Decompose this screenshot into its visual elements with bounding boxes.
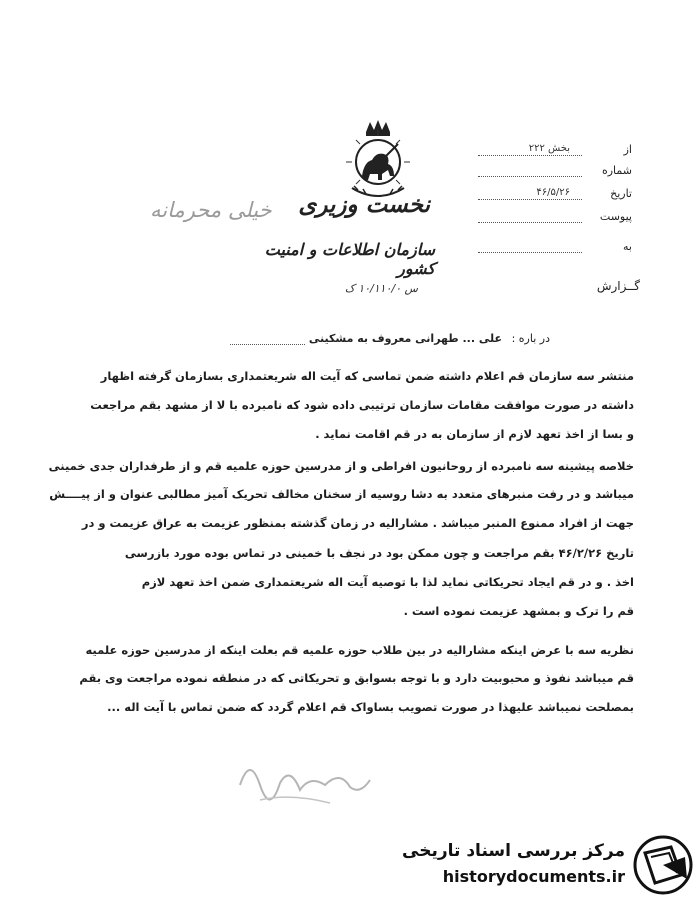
field-label: از	[623, 143, 632, 156]
field-from	[460, 143, 632, 161]
body-line: تاریخ ۴۶/۲/۲۶ بقم مراجعت و چون ممکن بود در نجف با خمینی در تماس بوده مورد بازرسی	[124, 546, 634, 560]
body-line: داشته در صورت موافقت مقامات سازمان ترتیبی داده شود که نامبرده با لا از مشهد بقم مراجعت	[90, 398, 634, 412]
subject-row	[230, 332, 550, 350]
field-value: بخش ۲۲۲	[528, 143, 570, 154]
field-dots	[478, 199, 582, 200]
body-line: میباشد و در رفت منبرهای متعدد به دشا روسیه از سخنان مخالف تحریک آمیز مطالبی عنوان و از پیــــش	[49, 487, 634, 501]
field-value: ۴۶/۵/۲۶	[536, 187, 570, 198]
organization-subtitle: سازمان اطلاعات و امنیت کشور	[264, 240, 435, 278]
subject-text: علی ... طهرانی معروف به مشکینی	[308, 332, 502, 345]
field-label: تاریخ	[610, 187, 632, 200]
field-to	[460, 240, 632, 258]
footer-url: historydocuments.ir	[442, 867, 625, 886]
organization-name: نخست وزیری	[298, 192, 430, 218]
body-line: خلاصه پیشینه سه نامبرده از روحانیون افراطی و از مدرسین حوزه علمیه قم و از طرفداران جدی خمینی	[48, 459, 634, 473]
footer-watermark	[402, 835, 695, 895]
field-dots	[478, 176, 582, 177]
report-title: گــزارش	[596, 279, 640, 293]
field-number	[460, 164, 632, 182]
field-dots	[478, 222, 582, 223]
field-label: به	[623, 240, 632, 253]
body-line: بمصلحت نمیباشد علیهذا در صورت تصویب بساواک قم اعلام گردد که ضمن تماس با آیت اله ...	[107, 700, 634, 714]
field-label: شماره	[601, 164, 632, 177]
subject-label: در باره :	[511, 332, 550, 345]
body-line: اخذ . و در قم ایجاد تحریکاتی نماید لذا با توصیه آیت اله شریعتمداری ضمن اخذ تعهد لازم	[141, 575, 634, 589]
body-line: قم را ترک و بمشهد عزیمت نموده است .	[403, 604, 634, 618]
body-line: و بسا از اخذ تعهد لازم از سازمان به در قم اقامت نماید .	[315, 427, 634, 441]
field-label: پیوست	[599, 210, 632, 223]
classification-stamp: خیلی محرمانه	[150, 198, 272, 222]
reference-number: س ۱۰/۱۱۰/۰ ک	[344, 282, 418, 295]
body-line: نظریه سه با عرض اینکه مشارالیه در بین طلاب حوزه علمیه قم بعلت اینکه از مدرسین حوزه علمیه	[85, 643, 634, 657]
signature-mark	[230, 745, 380, 815]
field-attachment	[460, 210, 632, 228]
subject-dots	[230, 344, 305, 345]
field-date	[460, 187, 632, 205]
body-line: قم میباشد نفوذ و محبوبیت دارد و با توجه بسوابق و تحریکاتی که در منطقه نموده مراجعت وی بقم	[79, 671, 634, 685]
documents-center-logo-icon	[633, 835, 693, 895]
footer-title: مرکز بررسی اسناد تاریخی	[402, 841, 625, 861]
body-line: منتشر سه سازمان قم اعلام داشته ضمن تماسی که آیت اله شریعتمداری بسازمان گرفته اظهار	[100, 369, 634, 383]
field-dots	[478, 155, 582, 156]
body-line: جهت از افراد ممنوع المنبر میباشد . مشارالیه در زمان گذشته بمنظور عزیمت به عراق عزیمت و در	[81, 516, 634, 530]
field-dots	[478, 252, 582, 253]
